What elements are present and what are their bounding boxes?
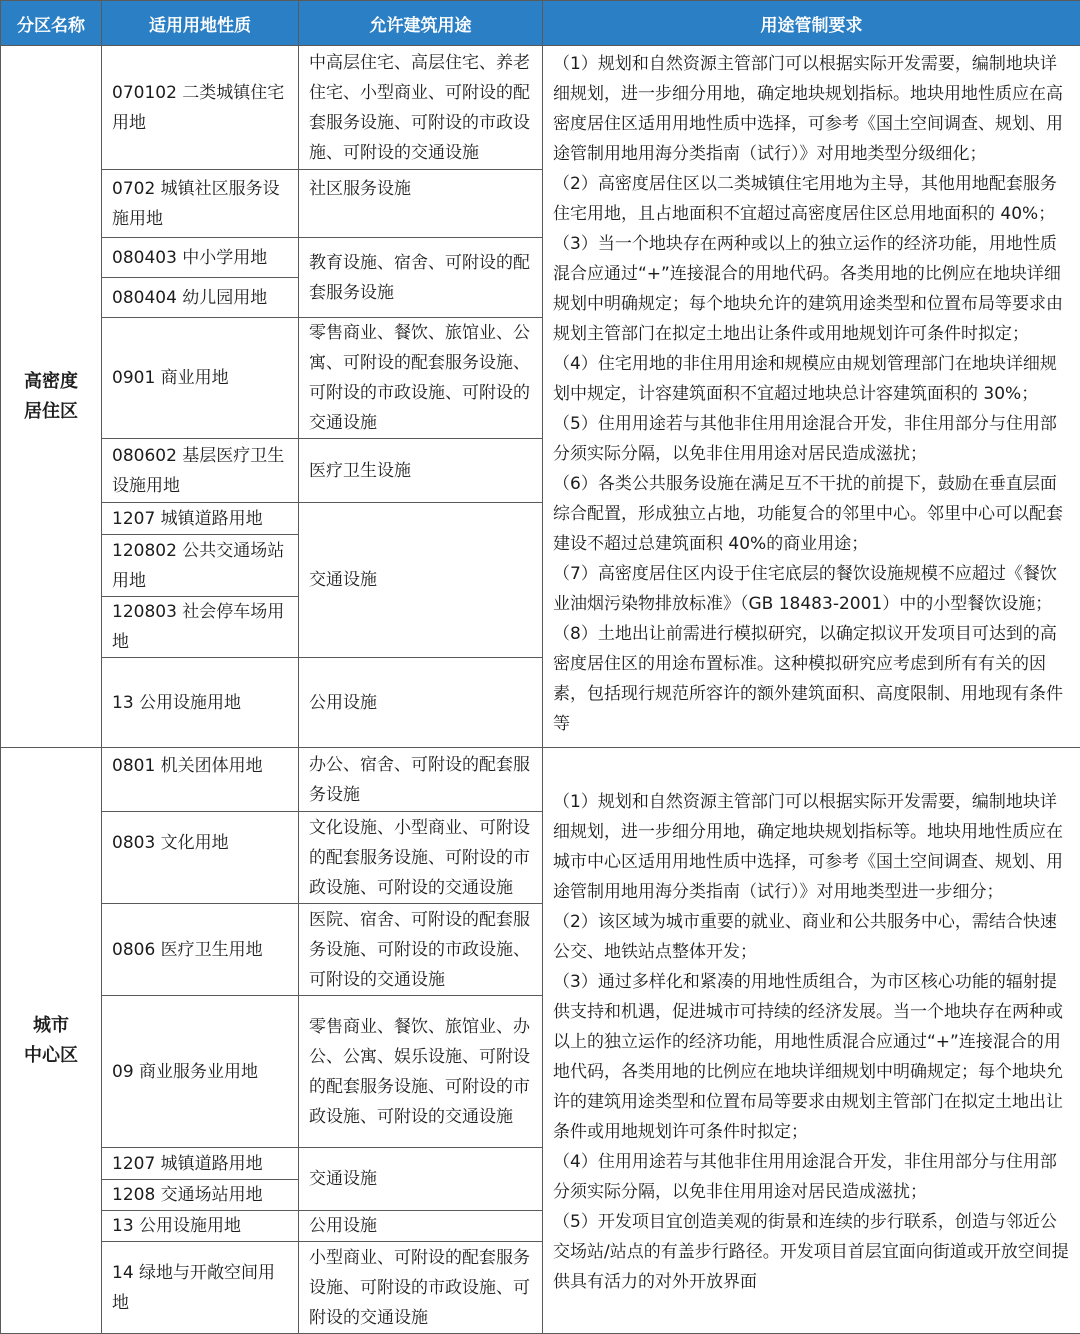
table-row (1, 748, 1080, 812)
requirement-item: （7）高密度居住区内设于住宅底层的餐饮设施规模不应超过《餐饮业油烟污染物排放标准》（GB 18483-2001）中的小型餐饮设施； (553, 559, 1072, 619)
zone-name-line1: 城市 (5, 1011, 97, 1041)
building-use-cell: 中高层住宅、高层住宅、养老住宅、小型商业、可附设的配套服务设施、可附设的市政设施、可附设的交通设施 (299, 46, 543, 170)
land-use-cell: 120803 社会停车场用地 (102, 597, 299, 658)
building-use-cell: 医院、宿舍、可附设的配套服务设施、可附设的市政设施、可附设的交通设施 (299, 904, 543, 996)
land-use-cell: 070102 二类城镇住宅用地 (102, 46, 299, 170)
zone-name-line1: 高密度 (5, 367, 97, 397)
header-row (1, 1, 1080, 46)
requirement-item: （4）住宅用地的非住用用途和规模应由规划管理部门在地块详细规划中规定，计容建筑面积不宜超过地块总计容建筑面积的 30%； (553, 349, 1072, 409)
zone-cell-high-density (1, 46, 102, 748)
land-use-cell: 1207 城镇道路用地 (102, 503, 299, 535)
requirement-item: （1）规划和自然资源主管部门可以根据实际开发需要，编制地块详细规划，进一步细分用地，确定地块规划指标。地块用地性质应在高密度居住区适用用地性质中选择，可参考《国土空间调查、规划、用途管制用地用海分类指南（试行）》对用地类型分级细化； (553, 49, 1072, 169)
land-use-cell: 13 公用设施用地 (102, 1211, 299, 1242)
requirements-cell-city-center (543, 748, 1080, 1334)
land-use-cell: 0806 医疗卫生用地 (102, 904, 299, 996)
land-use-cell: 080404 幼儿园用地 (102, 278, 299, 318)
building-use-cell: 公用设施 (299, 1211, 543, 1242)
header-land-use: 适用用地性质 (102, 1, 299, 46)
land-use-cell: 14 绿地与开敞空间用地 (102, 1242, 299, 1334)
requirement-item: （5）开发项目宜创造美观的街景和连续的步行联系，创造与邻近公交场站/站点的有盖步行路径。开发项目首层宜面向街道或开放空间提供具有活力的对外开放界面 (553, 1207, 1072, 1297)
building-use-cell: 教育设施、宿舍、可附设的配套服务设施 (299, 238, 543, 318)
building-use-cell: 零售商业、餐饮、旅馆业、公寓、可附设的配套服务设施、可附设的市政设施、可附设的交通设施 (299, 318, 543, 439)
land-use-cell: 0702 城镇社区服务设施用地 (102, 170, 299, 238)
requirement-item: （5）住用用途若与其他非住用用途混合开发，非住用部分与住用部分须实际分隔，以免非住用用途对居民造成滋扰； (553, 409, 1072, 469)
requirement-item: （1）规划和自然资源主管部门可以根据实际开发需要，编制地块详细规划，进一步细分用地，确定地块规划指标等。地块用地性质应在城市中心区适用用地性质中选择，可参考《国土空间调查、规划、用途管制用地用海分类指南（试行）》对用地类型进一步细分； (553, 787, 1072, 907)
zone-name-line2: 居住区 (5, 397, 97, 427)
land-use-cell: 120802 公共交通场站用地 (102, 535, 299, 597)
requirement-item: （3）当一个地块存在两种或以上的独立运作的经济功能，用地性质混合应通过“+”连接混合的用地代码。各类用地的比例应在地块详细规划中明确规定；每个地块允许的建筑用途类型和位置布局等要求由规划主管部门在拟定土地出让条件或用地规划许可条件时拟定； (553, 229, 1072, 349)
land-use-cell: 0801 机关团体用地 (102, 748, 299, 812)
requirement-item: （4）住用用途若与其他非住用用途混合开发，非住用部分与住用部分须实际分隔，以免非住用用途对居民造成滋扰； (553, 1147, 1072, 1207)
building-use-cell: 零售商业、餐饮、旅馆业、办公、公寓、娱乐设施、可附设的配套服务设施、可附设的市政设施、可附设的交通设施 (299, 996, 543, 1148)
land-use-cell: 09 商业服务业用地 (102, 996, 299, 1148)
building-use-cell: 社区服务设施 (299, 170, 543, 238)
land-use-cell: 0901 商业用地 (102, 318, 299, 439)
building-use-cell: 文化设施、小型商业、可附设的配套服务设施、可附设的市政设施、可附设的交通设施 (299, 812, 543, 904)
zone-cell-city-center (1, 748, 102, 1334)
requirements-cell-high-density (543, 46, 1080, 748)
land-use-cell: 1207 城镇道路用地 (102, 1148, 299, 1180)
zone-name-line2: 中心区 (5, 1041, 97, 1071)
requirement-item: （2）该区域为城市重要的就业、商业和公共服务中心，需结合快速公交、地铁站点整体开发； (553, 907, 1072, 967)
header-building-use: 允许建筑用途 (299, 1, 543, 46)
land-use-cell: 080602 基层医疗卫生设施用地 (102, 439, 299, 503)
requirement-item: （8）土地出让前需进行模拟研究，以确定拟议开发项目可达到的高密度居住区的用途布置标准。这种模拟研究应考虑到所有有关的因素，包括现行规范所容许的额外建筑面积、高度限制、用地现有条件等 (553, 619, 1072, 739)
building-use-cell: 交通设施 (299, 503, 543, 658)
building-use-cell: 小型商业、可附设的配套服务设施、可附设的市政设施、可附设的交通设施 (299, 1242, 543, 1334)
requirement-item: （2）高密度居住区以二类城镇住宅用地为主导，其他用地配套服务住宅用地，且占地面积不宜超过高密度居住区总用地面积的 40%； (553, 169, 1072, 229)
header-requirements: 用途管制要求 (543, 1, 1080, 46)
land-use-cell: 080403 中小学用地 (102, 238, 299, 278)
building-use-cell: 公用设施 (299, 658, 543, 748)
land-use-cell: 0803 文化用地 (102, 812, 299, 904)
building-use-cell: 医疗卫生设施 (299, 439, 543, 503)
requirement-item: （6）各类公共服务设施在满足互不干扰的前提下，鼓励在垂直层面综合配置，形成独立占地，功能复合的邻里中心。邻里中心可以配套建设不超过总建筑面积 40%的商业用途； (553, 469, 1072, 559)
land-use-cell: 13 公用设施用地 (102, 658, 299, 748)
building-use-cell: 办公、宿舍、可附设的配套服务设施 (299, 748, 543, 812)
building-use-cell: 交通设施 (299, 1148, 543, 1211)
requirement-item: （3）通过多样化和紧凑的用地性质组合，为市区核心功能的辐射提供支持和机遇，促进城市可持续的经济发展。当一个地块存在两种或以上的独立运作的经济功能，用地性质混合应通过“+”连接混合的用地代码，各类用地的比例应在地块详细规划中明确规定；每个地块允许的建筑用途类型和位置布局等要求由规划主管部门在拟定土地出让条件或用地规划许可条件时拟定； (553, 967, 1072, 1147)
table-row (1, 46, 1080, 170)
land-use-cell: 1208 交通场站用地 (102, 1180, 299, 1211)
header-zone: 分区名称 (1, 1, 102, 46)
